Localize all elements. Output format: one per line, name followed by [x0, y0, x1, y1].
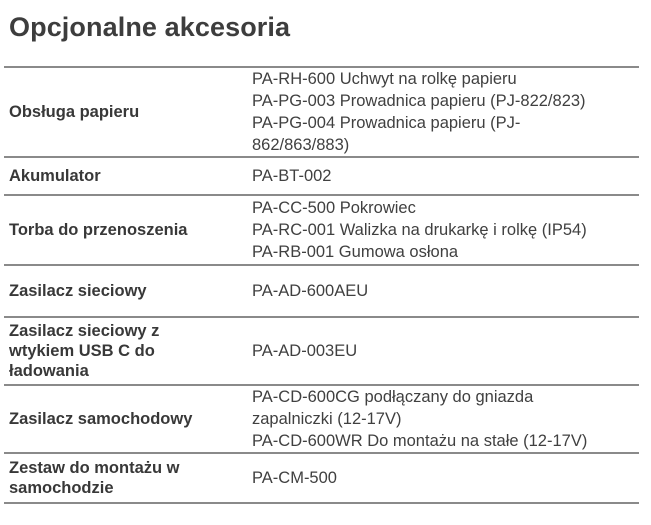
table-row [4, 158, 639, 196]
row-value [252, 197, 639, 263]
row-value [252, 165, 639, 187]
label-line: samochodzie [9, 479, 114, 497]
table-row [4, 454, 639, 504]
value-line: PA-CC-500 Pokrowiec [252, 199, 416, 217]
table-row [4, 386, 639, 454]
value-line: PA-AD-600AEU [252, 282, 369, 300]
table-row [4, 68, 639, 158]
row-label: Zasilacz samochodowy [9, 410, 193, 428]
label-line: Zestaw do montażu w [9, 459, 180, 477]
row-label: Torba do przenoszenia [9, 221, 188, 239]
table-row [4, 318, 639, 386]
row-label: Akumulator [9, 167, 101, 185]
label-line: wtykiem USB C do [9, 342, 155, 360]
row-label: Zasilacz sieciowy [9, 282, 147, 300]
page-title: Opcjonalne akcesoria [9, 12, 291, 42]
row-label: Obsługa papieru [9, 103, 140, 121]
row-value [252, 280, 639, 302]
value-line: PA-CM-500 [252, 469, 337, 487]
accessories-table [4, 66, 639, 504]
table-row [4, 266, 639, 318]
label-line: ładowania [9, 362, 89, 380]
value-line: PA-BT-002 [252, 167, 332, 185]
table-row [4, 196, 639, 266]
row-value [252, 340, 639, 362]
value-line: PA-CD-600CG podłączany do gniazda [252, 388, 534, 406]
value-line: PA-PG-003 Prowadnica papieru (PJ-822/823) [252, 92, 586, 110]
value-line: zapalniczki (12-17V) [252, 410, 402, 428]
value-line: 862/863/883) [252, 136, 350, 154]
label-line: Zasilacz sieciowy z [9, 322, 160, 340]
value-line: PA-RH-600 Uchwyt na rolkę papieru [252, 70, 517, 88]
row-label [4, 321, 252, 381]
value-line: PA-RB-001 Gumowa osłona [252, 243, 459, 261]
value-line: PA-PG-004 Prowadnica papieru (PJ- [252, 114, 521, 132]
value-line: PA-AD-003EU [252, 342, 358, 360]
row-value [252, 68, 639, 156]
value-line: PA-RC-001 Walizka na drukarkę i rolkę (IP54) [252, 221, 587, 239]
row-label [4, 458, 252, 498]
value-line: PA-CD-600WR Do montażu na stałe (12-17V) [252, 432, 588, 450]
row-value [252, 467, 639, 489]
row-value [252, 386, 639, 452]
